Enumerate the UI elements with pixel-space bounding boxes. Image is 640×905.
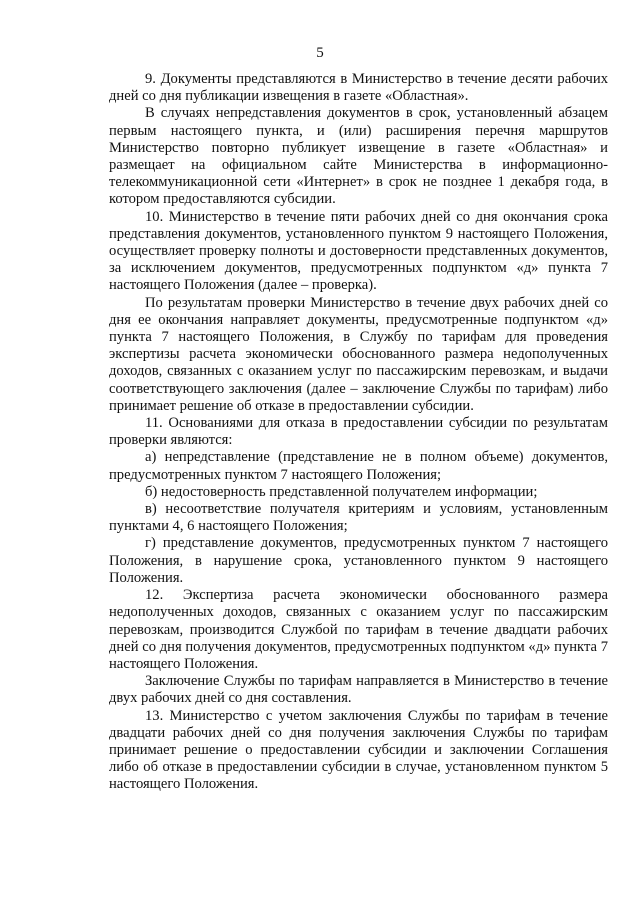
paragraph-11-item-a: а) непредставление (представление не в полном объеме) документов, предусмотренных пунктом 7 настоящего Положения; <box>109 449 608 483</box>
paragraph-10-results: По результатам проверки Министерство в течение двух рабочих дней со дня ее окончания направляет документы, предусмотренные подпунктом «д» пункта 7 настоящего Положения, в Службу по тарифам для проведения экспертизы расчета экономически обоснованного размера недополученных доходов, связанных с оказанием услуг по пассажирским перевозкам, и выдачи соответствующего заключения (далее – заключение Службы по тарифам) либо принимает решение об отказе в предоставлении субсидии. <box>109 294 608 414</box>
paragraph-9: 9. Документы представляются в Министерство в течение десяти рабочих дней со дня публикации извещения в газете «Областная». <box>109 71 608 105</box>
page-number: 5 <box>316 45 324 61</box>
paragraph-11-item-b: б) недостоверность представленной получателем информации; <box>145 483 538 500</box>
paragraph-11-item-d: г) представление документов, предусмотренных пунктом 7 настоящего Положения, в нарушение срока, установленного пунктом 9 настоящего Положения. <box>109 535 608 586</box>
document-body <box>109 71 608 794</box>
paragraph-12: 12. Экспертиза расчета экономически обоснованного размера недополученных доходов, связанных с оказанием услуг по пассажирским перевозкам, производится Службой по тарифам в течение двадцати рабочих дней со дня получения документов, предусмотренных подпунктом «д» пункта 7 настоящего Положения. <box>109 587 608 672</box>
paragraph-10: 10. Министерство в течение пяти рабочих дней со дня окончания срока представления документов, установленного пунктом 9 настоящего Положения, осуществляет проверку полноты и достоверности представленных документов, за исключением документов, предусмотренных подпунктом «д» пункта 7 настоящего Положения (далее – проверка). <box>109 208 608 294</box>
paragraph-11: 11. Основаниями для отказа в предоставлении субсидии по результатам проверки являются: <box>109 415 608 449</box>
paragraph-9-resubmission: В случаях непредставления документов в срок, установленный абзацем первым настоящего пункта, и (или) расширения перечня маршрутов Министерство повторно публикует извещение в газете «Областная» и размещает на официальном сайте Министерства в информационно-телекоммуникационной сети «Интернет» в срок не позднее 1 декабря года, в котором предоставляются субсидии. <box>109 105 608 208</box>
paragraph-12-conclusion: Заключение Службы по тарифам направляется в Министерство в течение двух рабочих дней со дня составления. <box>109 673 608 707</box>
paragraph-13: 13. Министерство с учетом заключения Службы по тарифам в течение двадцати рабочих дней со дня получения заключения Службы по тарифам принимает решение о предоставлении субсидии и заключении Соглашения либо об отказе в предоставлении субсидии в случае, установленном пунктом 5 настоящего Положения. <box>109 707 608 793</box>
paragraph-11-item-c: в) несоответствие получателя критериям и условиям, установленным пунктами 4, 6 настоящего Положения; <box>109 501 608 535</box>
